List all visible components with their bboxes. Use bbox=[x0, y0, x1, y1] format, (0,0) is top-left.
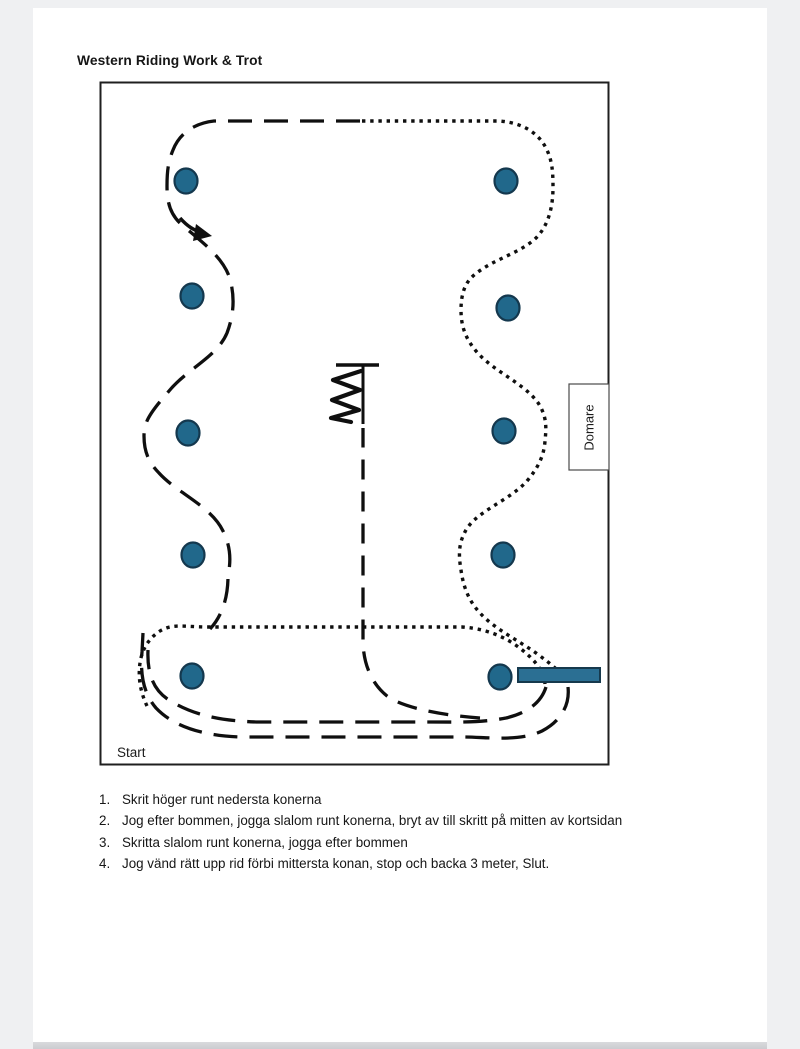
cone bbox=[497, 296, 520, 321]
document-page bbox=[33, 8, 767, 1042]
stop-backup-symbol bbox=[331, 365, 379, 424]
instruction-number: 2. bbox=[99, 813, 111, 829]
instruction-number: 4. bbox=[99, 856, 111, 872]
instruction-item bbox=[99, 832, 739, 853]
judge-label-text: Domare bbox=[581, 403, 597, 451]
instruction-number: 1. bbox=[99, 792, 111, 807]
cone bbox=[495, 169, 518, 194]
pole-bom bbox=[518, 668, 600, 682]
cone bbox=[175, 169, 198, 194]
cone bbox=[493, 419, 516, 444]
cone bbox=[181, 664, 204, 689]
walk-path-right-slalom bbox=[362, 121, 567, 684]
instruction-text: Skrit höger runt nedersta konerna bbox=[122, 792, 322, 807]
cone bbox=[181, 284, 204, 309]
judge-box-label bbox=[569, 384, 609, 470]
cone bbox=[177, 421, 200, 446]
cone bbox=[182, 543, 205, 568]
instruction-number: 3. bbox=[99, 834, 111, 850]
cone bbox=[489, 665, 512, 690]
instruction-text: Skritta slalom runt konerna, jogga efter bommen bbox=[122, 834, 408, 850]
page-title: Western Riding Work & Trot bbox=[77, 53, 263, 68]
jog-path-left-slalom bbox=[144, 121, 360, 629]
instruction-item bbox=[99, 853, 739, 874]
instruction-item bbox=[99, 789, 739, 810]
direction-arrow-icon bbox=[180, 218, 212, 241]
start-label: Start bbox=[117, 745, 146, 760]
cones-group bbox=[175, 169, 520, 690]
jog-path-bottom-inner bbox=[148, 650, 546, 722]
instruction-text: Jog efter bommen, jogga slalom runt konerna, bryt av till skritt på mitten av kortsidan bbox=[122, 813, 623, 829]
course-diagram bbox=[33, 8, 767, 1042]
cone bbox=[492, 543, 515, 568]
instruction-text: Jog vänd rätt upp rid förbi mittersta konan, stop och backa 3 meter, Slut. bbox=[122, 856, 550, 872]
page-bottom-shadow bbox=[33, 1042, 767, 1049]
instructions-list bbox=[99, 789, 739, 875]
instruction-item bbox=[99, 810, 739, 831]
